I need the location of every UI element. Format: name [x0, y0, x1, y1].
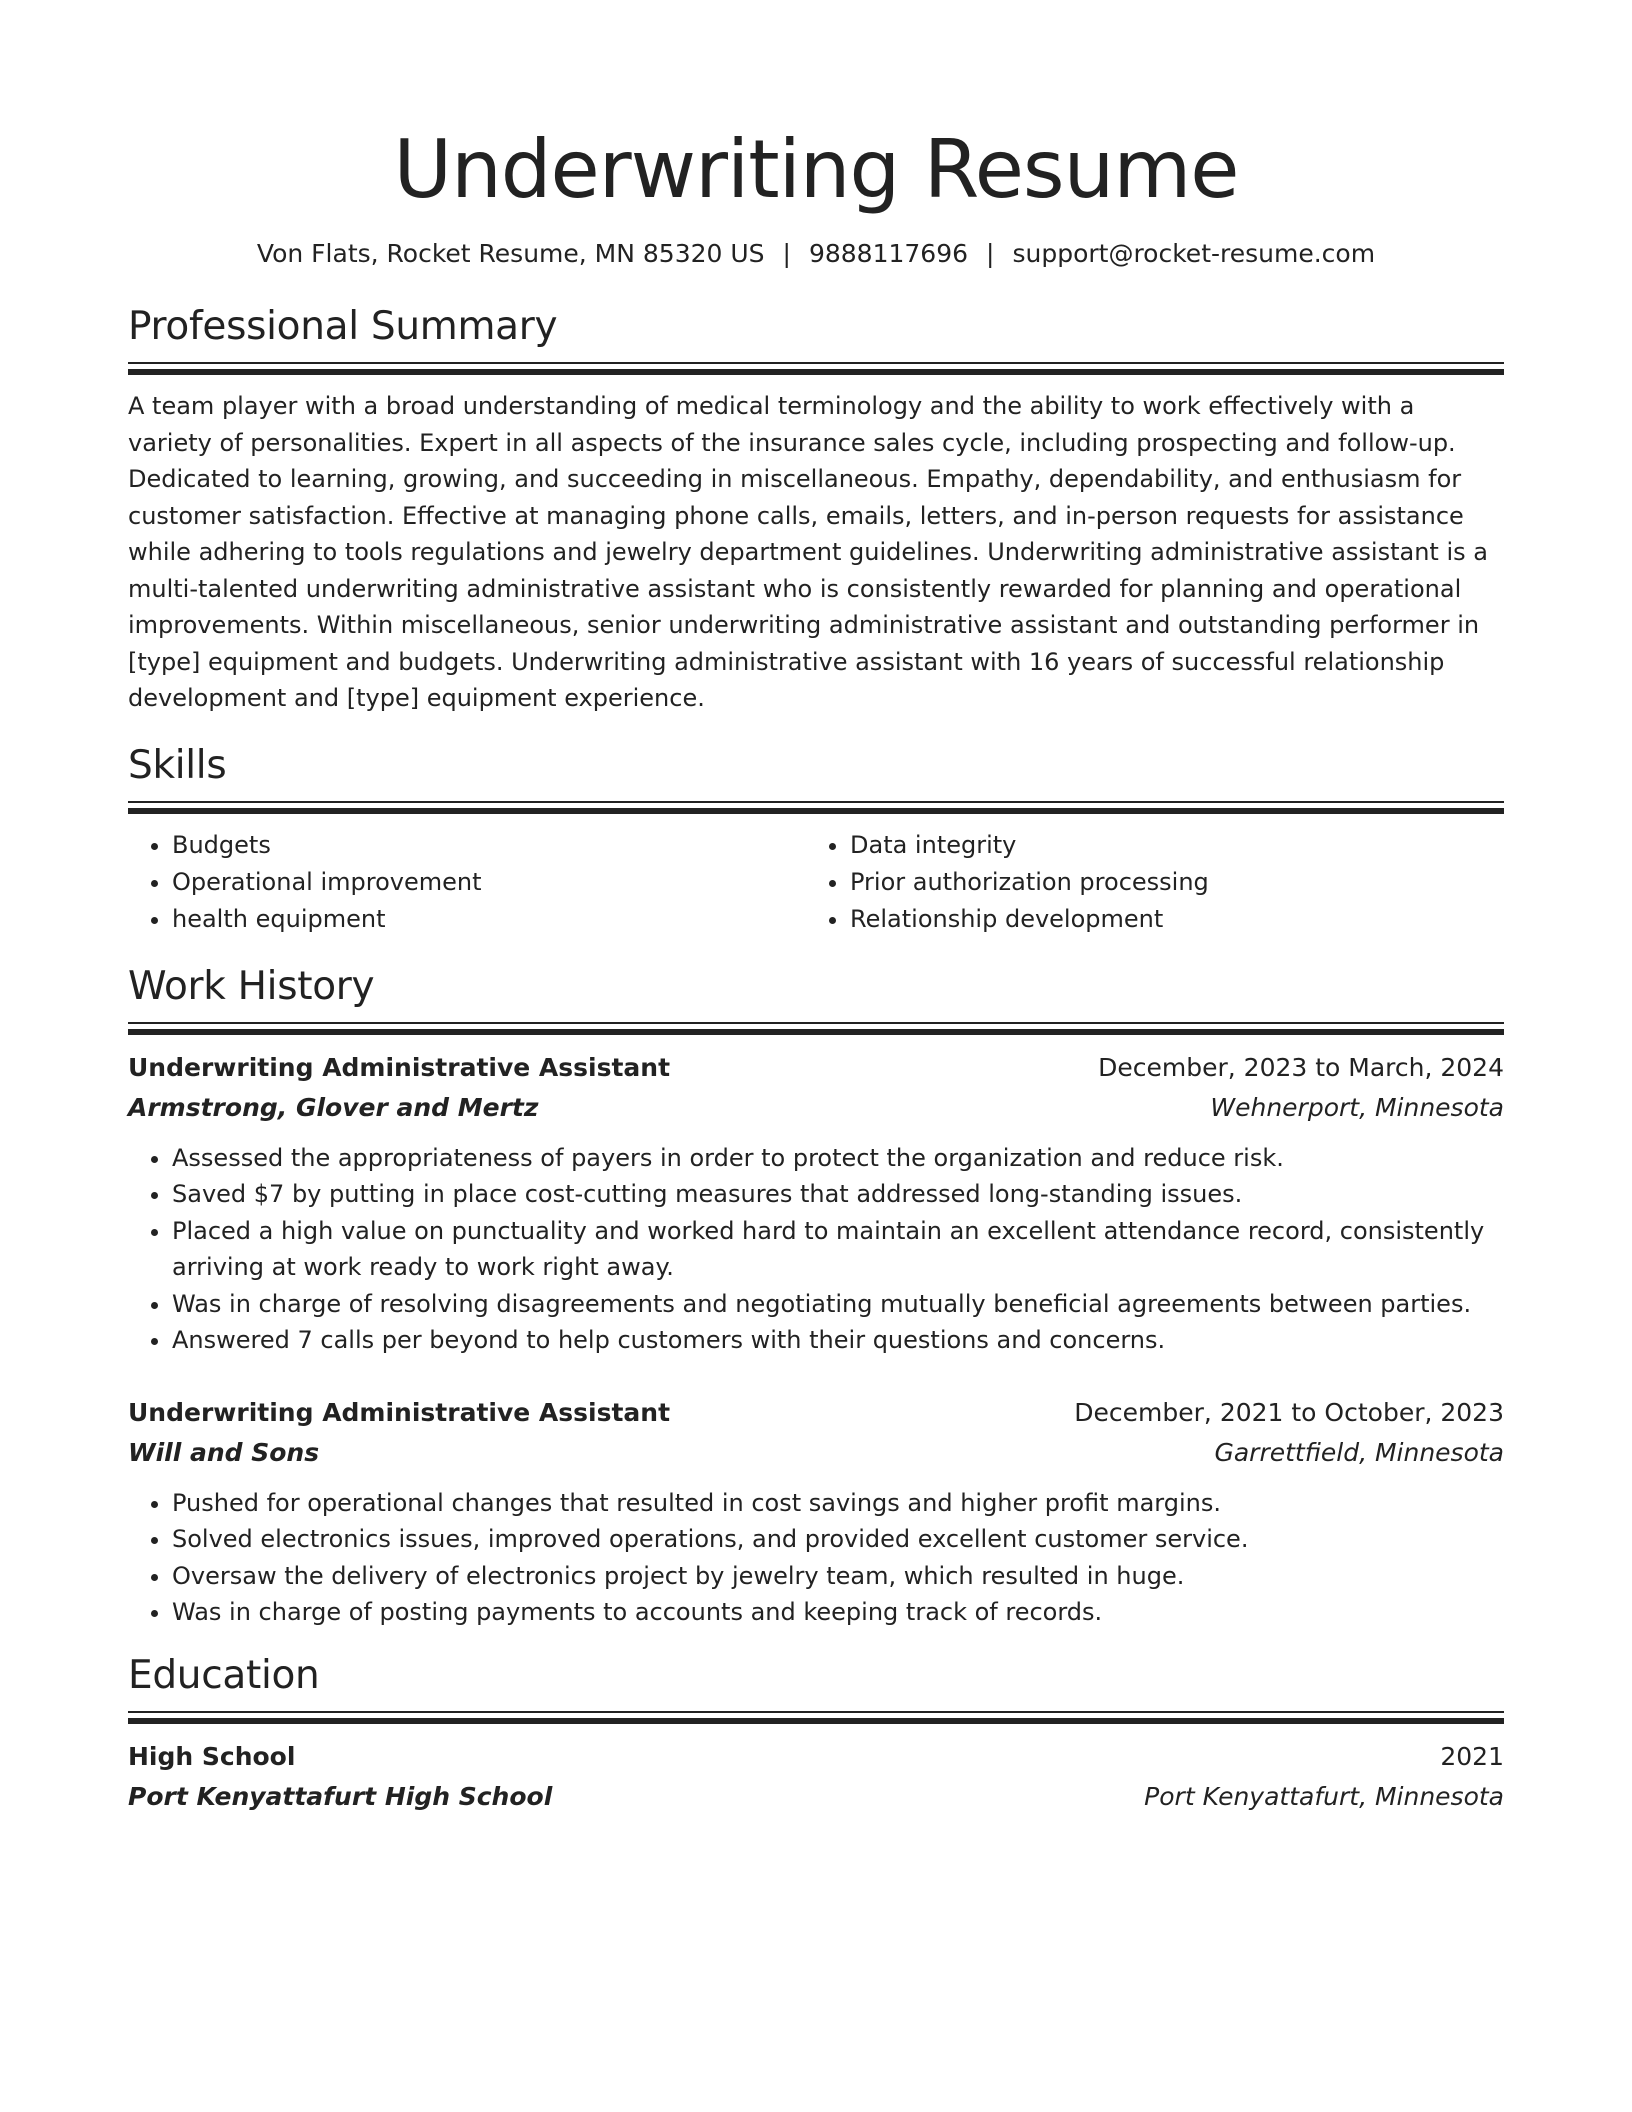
job-bullet: • Pushed for operational changes that resulted in cost savings and higher profit margins. [172, 1485, 1504, 1522]
job-bullet: • Was in charge of resolving disagreements and negotiating mutually beneficial agreements between parties. [172, 1286, 1504, 1323]
job-dates: December, 2021 to October, 2023 [1074, 1397, 1504, 1427]
section-divider [128, 801, 1504, 815]
education-year: 2021 [1440, 1741, 1504, 1771]
section-title-education: Education [128, 1652, 320, 1698]
section-divider [128, 1711, 1504, 1725]
contact-line [128, 236, 1504, 272]
job-location: Garrettfield, Minnesota [1214, 1437, 1504, 1467]
summary-text: A team player with a broad understanding of medical terminology and the ability to work effectively with a variety of personalities. Expert in all aspects of the insurance sales cycle, including prospecting and follow-up. Dedicated to learning, growing, and succeeding in miscellaneous. Empathy, dependability, and enthusiasm for customer satisfaction. Effective at managing phone calls, emails, letters, and in-person requests for assistance while adhering to tools regulations and jewelry department guidelines. Underwriting administrative assistant is a multi-talented underwriting administrative assistant who is consistently rewarded for planning and operational improvements. Within miscellaneous, senior underwriting administrative assistant and outstanding performer in [type] equipment and budgets. Underwriting administrative assistant with 16 years of successful relationship development and [type] equipment experience. [128, 392, 1488, 712]
section-title-skills: Skills [128, 742, 227, 788]
job-company: Armstrong, Glover and Mertz [128, 1092, 539, 1122]
job-bullet: • Solved electronics issues, improved operations, and provided excellent customer service. [172, 1521, 1504, 1558]
skill-item: • Relationship development [850, 901, 1504, 938]
education-subheader [128, 1777, 1504, 1817]
skill-item: • Data integrity [850, 827, 1504, 864]
contact-email: support@rocket-resume.com [1012, 239, 1376, 268]
job-bullets [128, 1485, 1504, 1631]
job-header [128, 1048, 1504, 1088]
job-company: Will and Sons [128, 1437, 320, 1467]
section-title-summary: Professional Summary [128, 304, 558, 349]
skill-item: • Operational improvement [172, 864, 806, 901]
job-bullets [128, 1140, 1504, 1359]
education-entry [128, 1737, 1504, 1817]
skill-item: • health equipment [172, 901, 806, 938]
job-bullet: • Saved $7 by putting in place cost-cutting measures that addressed long-standing issues. [172, 1176, 1504, 1213]
job-bullet: • Answered 7 calls per beyond to help customers with their questions and concerns. [172, 1322, 1504, 1359]
work-history-section [128, 962, 1504, 1631]
skills-column-right [806, 827, 1504, 938]
job-title: Underwriting Administrative Assistant [128, 1397, 671, 1427]
job-subheader [128, 1088, 1504, 1128]
section-title-work-history: Work History [128, 963, 375, 1009]
education-school: Port Kenyattafurt High School [128, 1781, 553, 1811]
job-bullet: • Placed a high value on punctuality and worked hard to maintain an excellent attendance record, consistently arriving at work ready to work right away. [172, 1213, 1504, 1286]
job-title: Underwriting Administrative Assistant [128, 1052, 671, 1082]
job-location: Wehnerport, Minnesota [1210, 1092, 1504, 1122]
skills-section [128, 741, 1504, 938]
summary-section [128, 302, 1504, 717]
job-bullet: • Was in charge of posting payments to accounts and keeping track of records. [172, 1594, 1504, 1631]
skills-column-left [128, 827, 806, 938]
resume-title: Underwriting Resume [393, 123, 1239, 216]
contact-separator: | [986, 239, 995, 268]
job-entry [128, 1393, 1504, 1631]
education-header [128, 1737, 1504, 1777]
education-section [128, 1651, 1504, 1817]
job-dates: December, 2023 to March, 2024 [1098, 1052, 1504, 1082]
job-header [128, 1393, 1504, 1433]
contact-address: Von Flats, Rocket Resume, MN 85320 US [256, 239, 765, 268]
section-divider [128, 1022, 1504, 1036]
job-subheader [128, 1433, 1504, 1473]
skill-item: • Budgets [172, 827, 806, 864]
section-divider [128, 362, 1504, 376]
skills-list [128, 827, 1504, 938]
skill-item: • Prior authorization processing [850, 864, 1504, 901]
job-bullet: • Oversaw the delivery of electronics project by jewelry team, which resulted in huge. [172, 1558, 1504, 1595]
job-bullet: • Assessed the appropriateness of payers in order to protect the organization and reduce risk. [172, 1140, 1504, 1177]
contact-separator: | [782, 239, 791, 268]
education-location: Port Kenyattafurt, Minnesota [1144, 1781, 1504, 1811]
job-entry [128, 1048, 1504, 1359]
contact-phone: 9888117696 [808, 239, 969, 268]
resume-page [128, 120, 1504, 1817]
education-degree: High School [128, 1741, 296, 1771]
